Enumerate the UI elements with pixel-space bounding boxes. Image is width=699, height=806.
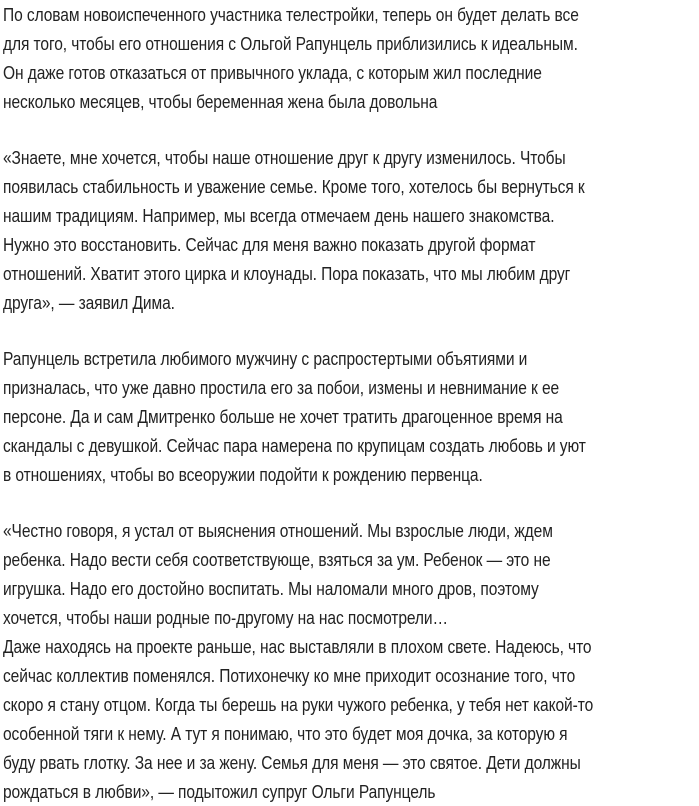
text-line: для того, чтобы его отношения с Ольгой Рапунцель приблизились к идеальным.: [3, 33, 578, 54]
text-line: Он даже готов отказаться от привычного уклада, с которым жил последние: [3, 62, 542, 83]
paragraph-quote-honestly: [3, 516, 692, 632]
text-line: сейчас коллектив поменялся. Потихонечку ко мне приходит осознание того, что: [3, 665, 576, 686]
text-line: скоро я стану отцом. Когда ты берешь на руки чужого ребенка, у тебя нет какой-то: [3, 694, 594, 715]
paragraph-quote-dima: [3, 143, 692, 317]
paragraph-quote-father: [3, 632, 692, 806]
paragraph-intro: [3, 0, 692, 116]
text-line: появилась стабильность и уважение семье. Кроме того, хотелось бы вернуться к: [3, 176, 585, 197]
paragraph-rapunzel: [3, 344, 692, 489]
text-line: друга», — заявил Дима.: [3, 292, 175, 313]
text-line: По словам новоиспеченного участника телестройки, теперь он будет делать все: [3, 4, 579, 25]
text-line: несколько месяцев, чтобы беременная жена была довольна: [3, 91, 438, 112]
text-line: скандалы с девушкой. Сейчас пара намерена по крупицам создать любовь и уют: [3, 435, 586, 456]
text-line: Нужно это восстановить. Сейчас для меня важно показать другой формат: [3, 234, 536, 255]
text-line: Даже находясь на проекте раньше, нас выставляли в плохом свете. Надеюсь, что: [3, 636, 592, 657]
text-line: призналась, что уже давно простила его за побои, измены и невнимание к ее: [3, 377, 560, 398]
text-line: «Знаете, мне хочется, чтобы наше отношение друг к другу изменилось. Чтобы: [3, 147, 566, 168]
text-line: ребенка. Надо вести себя соответствующе, взяться за ум. Ребенок — это не: [3, 549, 551, 570]
text-line: в отношениях, чтобы во всеоружии подойти к рождению первенца.: [3, 464, 483, 485]
text-line: особенной тяги к нему. А тут я понимаю, что это будет моя дочка, за которую я: [3, 723, 568, 744]
text-line: хочется, чтобы наши родные по-другому на нас посмотрели…: [3, 607, 448, 628]
text-line: рождаться в любви», — подытожил супруг Ольги Рапунцель: [3, 781, 436, 802]
text-line: нашим традициям. Например, мы всегда отмечаем день нашего знакомства.: [3, 205, 555, 226]
article-body: [3, 0, 692, 806]
text-line: Рапунцель встретила любимого мужчину с распростертыми объятиями и: [3, 348, 528, 369]
text-line: буду рвать глотку. За нее и за жену. Семья для меня — это святое. Дети должны: [3, 752, 581, 773]
text-line: персоне. Да и сам Дмитренко больше не хочет тратить драгоценное время на: [3, 406, 563, 427]
text-line: отношений. Хватит этого цирка и клоунады. Пора показать, что мы любим друг: [3, 263, 571, 284]
text-line: «Честно говоря, я устал от выяснения отношений. Мы взрослые люди, ждем: [3, 520, 553, 541]
text-line: игрушка. Надо его достойно воспитать. Мы наломали много дров, поэтому: [3, 578, 539, 599]
